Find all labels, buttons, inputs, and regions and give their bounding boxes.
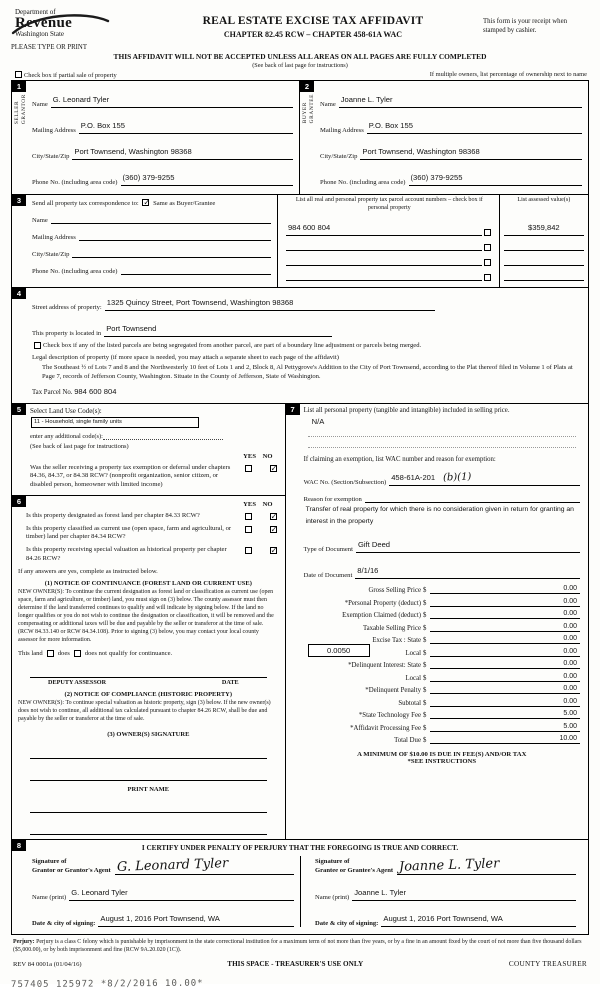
- form-body: [11, 80, 589, 935]
- send-correspondence-label: Send all property tax correspondence to:: [32, 200, 139, 208]
- additional-codes-label: enter any additional code(s):: [30, 432, 103, 440]
- date-label: DATE: [221, 679, 239, 687]
- minimum-fee-note: A MINIMUM OF $10.00 IS DUE IN FEE(S) AND/OR TAX: [357, 751, 527, 759]
- print-name-title: PRINT NAME: [127, 786, 170, 794]
- seller-phone-field[interactable]: (360) 379-9255: [121, 167, 293, 186]
- buyer-csz-field[interactable]: Port Townsend, Washington 98368: [360, 141, 582, 160]
- taxable-selling-price-label: Taxable Selling Price: [362, 624, 421, 632]
- historic-property-question: Is this property receiving special valuation as historical property per chapter 84.26 RCW?: [26, 545, 227, 562]
- local-tax-label: Local: [405, 649, 421, 657]
- personal-property-checkbox-2[interactable]: [484, 244, 491, 251]
- grantee-signature-field[interactable]: [397, 856, 576, 875]
- buyer-phone-field[interactable]: (360) 379-9255: [409, 167, 582, 186]
- corr-csz-label: City/State/Zip: [32, 251, 70, 259]
- exemption-no-checkbox[interactable]: [270, 465, 277, 472]
- affidavit-processing-fee-label: *Affidavit Processing Fee: [350, 724, 421, 732]
- historic-yes-checkbox[interactable]: [245, 547, 252, 554]
- section-3-badge: 3: [12, 195, 26, 206]
- additional-codes-field[interactable]: [103, 432, 223, 440]
- seller-address-field[interactable]: P.O. Box 155: [79, 115, 293, 134]
- perjury-notice: [11, 939, 589, 955]
- located-in-field[interactable]: Port Townsend: [104, 318, 332, 337]
- see-back-note: (See back of last page for instructions): [252, 62, 348, 70]
- grantee-signature-label-2: Grantee or Grantee's Agent: [315, 866, 394, 874]
- grantee-date-city-label: Date & city of signing:: [315, 920, 379, 928]
- grantor-name-print-field[interactable]: G. Leonard Tyler: [69, 882, 294, 901]
- segregated-label: Check box if any of the listed parcels are being segregated from another parcel, are part of a boundary line adjustment or parcels being merged.: [43, 342, 422, 350]
- gross-selling-price-field[interactable]: 0.00: [430, 585, 580, 594]
- legal-description-label: Legal description of property (if more space is needed, you may attach a separate sheet to each page of the affidavit): [32, 354, 339, 362]
- print-name-line-1[interactable]: [30, 802, 267, 813]
- wac-number-label: WAC No. (Section/Subsection): [303, 478, 387, 486]
- personal-property-checkbox-1[interactable]: [484, 229, 491, 236]
- delinquent-interest-local-field[interactable]: 0.00: [430, 673, 580, 682]
- current-use-yes-checkbox[interactable]: [245, 526, 252, 533]
- section-6-badge: 6: [12, 496, 26, 507]
- excise-tax-state-field[interactable]: 0.00: [430, 635, 580, 644]
- type-of-document-label: Type of Document: [303, 545, 353, 553]
- forest-yes-checkbox[interactable]: [245, 513, 252, 520]
- perjury-text: Perjury is a class C felony which is punishable by imprisonment in the state correctional institution for a maximum term of not more than five years, or by a fine in an amount fixed by the court of not more than five thousand dollars ($5,000.00), or by both imprisonment and fine (RCW 9A.20.020 (1C)).: [13, 939, 582, 954]
- forest-land-question: Is this property designated as forest land per chapter 84.33 RCW?: [26, 512, 200, 520]
- multiple-owners-note: If multiple owners, list percentage of ownership next to name: [429, 71, 587, 79]
- buyer-grantee-section: [300, 81, 588, 194]
- parcel-number-field-4[interactable]: [286, 271, 482, 281]
- property-location-section: [12, 288, 588, 403]
- assessed-value-field-4[interactable]: [504, 271, 584, 281]
- delinquent-interest-state-label: *Delinquent Interest: State: [348, 662, 421, 670]
- owner-signature-line-2[interactable]: [30, 770, 267, 781]
- subtotal-field[interactable]: 0.00: [430, 698, 580, 707]
- deputy-assessor-signature-line[interactable]: [30, 667, 267, 678]
- section-2-badge: 2: [300, 81, 314, 92]
- partial-sale-checkbox[interactable]: [15, 71, 22, 78]
- buyer-csz-label: City/State/Zip: [320, 153, 358, 161]
- assessed-value-header: List assessed value(s): [517, 197, 571, 204]
- corr-phone-field[interactable]: [121, 265, 271, 275]
- seller-name-label: Name: [32, 101, 48, 109]
- does-not-qualify-checkbox[interactable]: [74, 650, 81, 657]
- grantor-signature-block: [18, 856, 300, 927]
- personal-property-line-2[interactable]: [308, 437, 576, 448]
- reason-exemption-field[interactable]: [365, 493, 580, 503]
- parcel-numbers-header: List all real and personal property tax parcel account numbers – check box if personal property: [295, 197, 483, 211]
- treasurer-space-label: THIS SPACE - TREASURER'S USE ONLY: [227, 960, 364, 969]
- state-technology-fee-field[interactable]: 5.00: [430, 710, 580, 719]
- certification-statement: I CERTIFY UNDER PENALTY OF PERJURY THAT THE FOREGOING IS TRUE AND CORRECT.: [141, 844, 459, 853]
- receipt-note: This form is your receipt when stamped by cashier.: [483, 18, 567, 35]
- washington-state-label: Washington State: [15, 30, 65, 39]
- corr-name-field[interactable]: [51, 214, 271, 224]
- cashier-receipt-stamp: 757405 125972 *8/2/2016 10.00*: [10, 978, 204, 990]
- land-use-code-section: [12, 404, 285, 497]
- dept-of-label: Department of: [15, 8, 56, 16]
- delinquent-penalty-label: *Delinquent Penalty: [365, 687, 421, 695]
- assessed-value-field-2[interactable]: [504, 241, 584, 251]
- this-land-label: This land: [18, 650, 43, 658]
- segregated-checkbox[interactable]: [34, 342, 41, 349]
- land-use-title: Select Land Use Code(s):: [30, 406, 102, 415]
- grantor-signature-field[interactable]: [115, 856, 294, 875]
- tax-parcel-label: Tax Parcel No.: [32, 389, 73, 397]
- warning-banner: THIS AFFIDAVIT WILL NOT BE ACCEPTED UNLESS ALL AREAS ON ALL PAGES ARE FULLY COMPLETED: [113, 52, 487, 62]
- street-address-field[interactable]: 1325 Quincy Street, Port Townsend, Washington 98368: [105, 292, 435, 311]
- owner-signature-line-1[interactable]: [30, 748, 267, 759]
- partial-sale-row: [13, 71, 117, 79]
- compliance-notice-title: (2) NOTICE OF COMPLIANCE (HISTORIC PROPERTY): [64, 691, 233, 699]
- partial-sale-label: Check box if partial sale of property: [24, 72, 117, 80]
- buyer-phone-label: Phone No. (including area code): [320, 179, 406, 187]
- total-due-field[interactable]: 10.00: [430, 735, 580, 744]
- owners-signature-title: (3) OWNER(S) SIGNATURE: [107, 731, 190, 739]
- personal-property-deduct-label: *Personal Property (deduct): [344, 599, 421, 607]
- seller-csz-label: City/State/Zip: [32, 153, 70, 161]
- yes-no-header-s6: YES NO: [243, 501, 273, 509]
- personal-property-list-label: List all personal property (tangible and intangible) included in selling price.: [303, 406, 510, 414]
- current-use-question: Is this property classified as current use (open space, farm and agricultural, or timber) land per chapter 84.34 RCW?: [26, 524, 232, 541]
- taxable-selling-price-field[interactable]: 0.00: [430, 623, 580, 632]
- land-use-code-field[interactable]: 11 - Household, single family units: [31, 417, 199, 428]
- type-of-document-field[interactable]: Gift Deed: [356, 534, 580, 553]
- corr-address-label: Mailing Address: [32, 234, 76, 242]
- does-not-label: does not: [84, 650, 107, 658]
- grantor-date-city-label: Date & city of signing:: [32, 920, 96, 928]
- affidavit-processing-fee-field[interactable]: 5.00: [430, 723, 580, 732]
- county-treasurer-label: COUNTY TREASURER: [508, 960, 587, 969]
- wac-handwritten-note: (b)(1): [442, 471, 472, 484]
- tax-parcel-value[interactable]: 984 600 804: [74, 387, 117, 397]
- perjury-label: Perjury:: [13, 939, 35, 946]
- personal-property-checkbox-4[interactable]: [484, 274, 491, 281]
- answers-yes-note: If any answers are yes, complete as instructed below.: [18, 568, 158, 576]
- legal-description-text: The Southeast ½ of Lots 7 and 8 and the Northwesterly 10 feet of Lots 1 and 2, Block 8, Al Pettygrove's Addition to the City of Port Townsend, according to the Plat thereof filed in Volume 1 of Plats at Page 7, records of Jefferson County, Washington. Situate in the County of Jefferson, State of Washington.: [42, 364, 573, 381]
- revenue-label: Revenue: [15, 15, 73, 31]
- grantee-name-print-field[interactable]: Joanne L. Tyler: [352, 882, 576, 901]
- local-rate-field[interactable]: 0.0050: [308, 644, 370, 657]
- qualify-label: qualify for continuance.: [109, 650, 173, 658]
- date-of-document-label: Date of Document: [303, 571, 353, 579]
- same-as-buyer-label: Same as Buyer/Grantee: [153, 200, 216, 208]
- tax-computation-section: 7 List all personal property (tangible and intangible) included in selling price. N/A If claiming an exemption, list WAC number and reason for exemption: WAC No. (Section/Subsection) 458-61A-201 (b)(1) Reason for exemption Transfer of real property for which there is no consideration given in return for granting an interest in the property Type of Document Gift Deed Date of Document 8/1/16 Gross Selling Price $ 0.00 *Personal Property (deduct) $ 0.00 Exemption Claimed (deduct) $ 0.00 Taxable Selling Price $ 0.00 Excise Tax : State $ 0.00 0.0050 Local $ 0.00 *Delinquent Interest: State $ 0.00 Local $ 0.00 *Delinquent Penalty $ 0.00 Subtotal $ 0.00 *State Technology Fee $ 5.00 *Affidavit Processing Fee $ 5.00 Total Due $ 10.00 A MINIMUM OF $10.00 IS DUE IN FEE(S) AND/OR TAX *SEE INSTRUCTIONS: [286, 404, 588, 840]
- grantor-signature: G. Leonard Tyler: [116, 856, 229, 876]
- grantor-signature-label-1: Signature of: [32, 858, 67, 866]
- print-name-line-2[interactable]: [30, 824, 267, 835]
- local-tax-field[interactable]: 0.00: [430, 648, 580, 657]
- assessed-value-field-1[interactable]: $359,842: [504, 217, 584, 236]
- section-8-badge: 8: [12, 840, 26, 851]
- excise-tax-state-label: Excise Tax : State: [372, 637, 421, 645]
- rev-form-number: REV 84 0001a (01/04/16): [13, 960, 82, 968]
- forest-no-checkbox[interactable]: [270, 513, 277, 520]
- continuance-notice-title: (1) NOTICE OF CONTINUANCE (FOREST LAND OR CURRENT USE): [44, 580, 252, 588]
- same-as-buyer-checkbox[interactable]: [142, 199, 149, 206]
- delinquent-interest-state-field[interactable]: 0.00: [430, 660, 580, 669]
- exemption-claimed-label: Exemption Claimed (deduct): [342, 612, 421, 620]
- buyer-grantee-side-label: BUYER GRANTEE: [302, 94, 315, 124]
- grantor-date-city-field[interactable]: August 1, 2016 Port Townsend, WA: [98, 908, 294, 927]
- deputy-assessor-label: DEPUTY ASSESSOR: [48, 679, 107, 687]
- corr-address-field[interactable]: [79, 231, 271, 241]
- state-technology-fee-label: *State Technology Fee: [358, 712, 421, 720]
- assessed-value-field-3[interactable]: [504, 256, 584, 266]
- total-due-label: Total Due: [394, 737, 421, 745]
- does-qualify-checkbox[interactable]: [47, 650, 54, 657]
- buyer-name-field[interactable]: Joanne L. Tyler: [339, 89, 582, 108]
- grantee-signature-label-1: Signature of: [315, 858, 350, 866]
- see-back-instructions: (See back of last page for instructions): [30, 442, 129, 450]
- parcel-number-field-3[interactable]: [286, 256, 482, 266]
- yes-no-header-s5: YES NO: [243, 452, 273, 460]
- chapter-subtitle: CHAPTER 82.45 RCW – CHAPTER 458-61A WAC: [223, 30, 403, 39]
- reason-exemption-label: Reason for exemption: [303, 495, 362, 503]
- delinquent-interest-local-label: Local: [405, 674, 421, 682]
- historic-no-checkbox[interactable]: [270, 547, 277, 554]
- see-instructions-note: *SEE INSTRUCTIONS: [407, 758, 477, 766]
- seller-phone-label: Phone No. (including area code): [32, 179, 118, 187]
- seller-name-field[interactable]: G. Leonard Tyler: [51, 89, 293, 108]
- seller-grantor-side-label: SELLER GRANTOR: [14, 94, 27, 125]
- seller-address-label: Mailing Address: [32, 127, 76, 135]
- date-of-document-field[interactable]: 8/1/16: [355, 560, 580, 579]
- section-5-badge: 5: [12, 404, 26, 415]
- personal-property-value[interactable]: N/A: [311, 416, 325, 426]
- form-title: REAL ESTATE EXCISE TAX AFFIDAVIT: [202, 15, 424, 27]
- grantee-signature-block: [300, 856, 582, 927]
- tax-correspondence-section: [12, 195, 588, 288]
- certification-section: [12, 840, 588, 934]
- section-4-badge: 4: [12, 288, 26, 299]
- wac-number-field[interactable]: 458-61A-201 (b)(1): [389, 467, 580, 486]
- buyer-address-label: Mailing Address: [320, 127, 364, 135]
- personal-property-deduct-field[interactable]: 0.00: [430, 598, 580, 607]
- land-classification-section: [12, 496, 285, 839]
- grantor-name-print-label: Name (print): [32, 894, 67, 902]
- located-in-label: This property is located in: [32, 330, 102, 338]
- street-address-label: Street address of property:: [32, 304, 102, 312]
- reason-exemption-text: Transfer of real property for which there is no consideration given in return for granting an interest in the property: [305, 505, 574, 525]
- grantee-name-print-label: Name (print): [315, 894, 350, 902]
- exemption-yes-checkbox[interactable]: [245, 465, 252, 472]
- subtotal-label: Subtotal: [398, 699, 421, 707]
- grantee-signature: Joanne L. Tyler: [398, 856, 500, 875]
- corr-phone-label: Phone No. (including area code): [32, 268, 118, 276]
- seller-grantor-section: [12, 81, 300, 194]
- exemption-claimed-field[interactable]: 0.00: [430, 610, 580, 619]
- corr-csz-field[interactable]: [72, 248, 271, 258]
- delinquent-penalty-field[interactable]: 0.00: [430, 685, 580, 694]
- section-1-badge: 1: [12, 81, 26, 92]
- buyer-name-label: Name: [320, 101, 336, 109]
- personal-property-checkbox-3[interactable]: [484, 259, 491, 266]
- exemption-deferral-question: Was the seller receiving a property tax exemption or deferral under chapters 84.36, 84.37, or 84.38 RCW? (nonprofit organization, senior citizen, or disabled person, homeowner with limited income): [30, 463, 231, 488]
- grantee-date-city-field[interactable]: August 1, 2016 Port Townsend, WA: [381, 908, 576, 927]
- gross-selling-price-label: Gross Selling Price: [368, 587, 421, 595]
- corr-name-label: Name: [32, 217, 48, 225]
- form-header: [11, 8, 589, 51]
- compliance-notice-body: NEW OWNER(S): To continue special valuation as historic property, sign (3) below. If the new owner(s) does not wish to continue, all additional tax calculated pursuant to chapter 84.26 RCW, shall be due and payable by the seller or transferor at the time of sale.: [18, 700, 271, 723]
- section-7-badge: 7: [286, 404, 300, 415]
- parcel-number-field-1[interactable]: 984 600 804: [286, 217, 482, 236]
- seller-csz-field[interactable]: Port Townsend, Washington 98368: [72, 141, 293, 160]
- buyer-address-field[interactable]: P.O. Box 155: [367, 115, 582, 134]
- dor-logo: [11, 8, 143, 38]
- current-use-no-checkbox[interactable]: [270, 526, 277, 533]
- does-label: does: [57, 650, 70, 658]
- continuance-notice-body: NEW OWNER(S): To continue the current designation as forest land or classification as current use (open space, farm and agriculture, or timber) land, you must sign on (3) below. The county assessor must then determine if the land transferred continues to qualify and will indicate by signing below. If the land no longer qualifies or you do not wish to continue the designation or classification, it will be removed and the compensating or additional taxes will be due and payable by the seller or transferor at the time of sale. (RCW 84.33.140 or RCW 84.34.108). Prior to signing (3) below, you may contact your local county assessor for more information.: [18, 589, 274, 643]
- personal-property-line-1[interactable]: [308, 426, 576, 437]
- grantor-signature-label-2: Grantor or Grantor's Agent: [32, 866, 111, 874]
- please-type-label: PLEASE TYPE OR PRINT: [11, 44, 87, 52]
- exemption-claim-label: If claiming an exemption, list WAC number and reason for exemption:: [303, 455, 496, 463]
- parcel-number-field-2[interactable]: [286, 241, 482, 251]
